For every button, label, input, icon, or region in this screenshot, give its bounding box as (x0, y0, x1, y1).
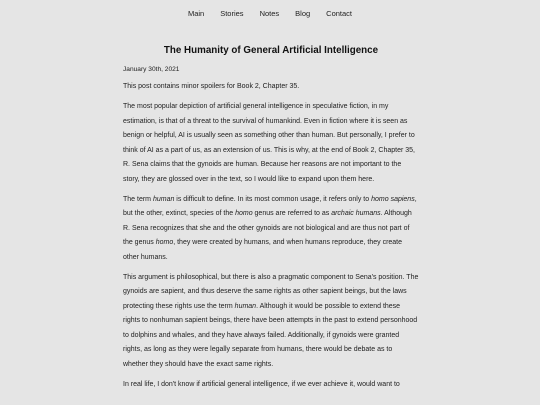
nav-link-notes[interactable]: Notes (259, 9, 280, 18)
emphasized-term: homo (155, 239, 174, 246)
emphasized-term: human (234, 302, 257, 310)
nav-link-contact[interactable]: Contact (326, 9, 353, 18)
emphasized-term: homo (235, 210, 253, 217)
emphasized-term: archaic humans (331, 210, 381, 217)
post-paragraph: In real life, I don't know if artificial general intelligence, if we ever achieve it, would want to (123, 380, 400, 388)
nav-link-main[interactable]: Main (187, 9, 205, 18)
nav-link-blog[interactable]: Blog (295, 9, 311, 18)
emphasized-term: human (152, 195, 175, 203)
post-paragraph: This argument is philosophical, but there is also a pragmatic component to Sena's position. The gynoids are sapient, and thus deserve the same rights as other sapient beings, but the laws protecting these rights use the term human. Although it would be possible to extend these rights to nonhuman sapient beings, there have been attempts in the past to extend personhood to dolphins and whales, and they have always failed. Additionally, if gynoids were granted rights, as long as they were legally separate from humans, there would be debate as to whether they should have the exact same rights. (123, 273, 419, 368)
emphasized-term: homo sapiens (371, 195, 415, 203)
main-nav (0, 0, 540, 23)
post-paragraph: The most popular depiction of artificial general intelligence in speculative fiction, in my estimation, is that of a threat to the survival of humankind. Even in fiction where it is seen as benign or helpful, AI is usually seen as something other than human. But personally, I prefer to think of AI as a part of us, as an extension of us. This is why, at the end of Book 2, Chapter 35, R. Sena claims that the gynoids are human. Because her reasons are not important to the story, they are glossed over in the text, so I would like to expand upon them here. (123, 103, 415, 183)
blog-post (123, 44, 419, 392)
nav-link-stories[interactable]: Stories (220, 9, 244, 18)
post-paragraph: The term human is difficult to define. In its most common usage, it refers only to homo sapiens, but the other, extinct, species of the homo genus are referred to as archaic humans. Although R. Sena recognizes that she and the other gynoids are not biological and are thus not part of the genus homo, they were created by humans, and when humans reproduce, they create other humans. (123, 195, 417, 261)
post-title: The Humanity of General Artificial Intelligence (163, 45, 379, 56)
spoiler-notice: This post contains minor spoilers for Book 2, Chapter 35. (123, 83, 300, 90)
post-date: January 30th, 2021 (123, 66, 180, 73)
